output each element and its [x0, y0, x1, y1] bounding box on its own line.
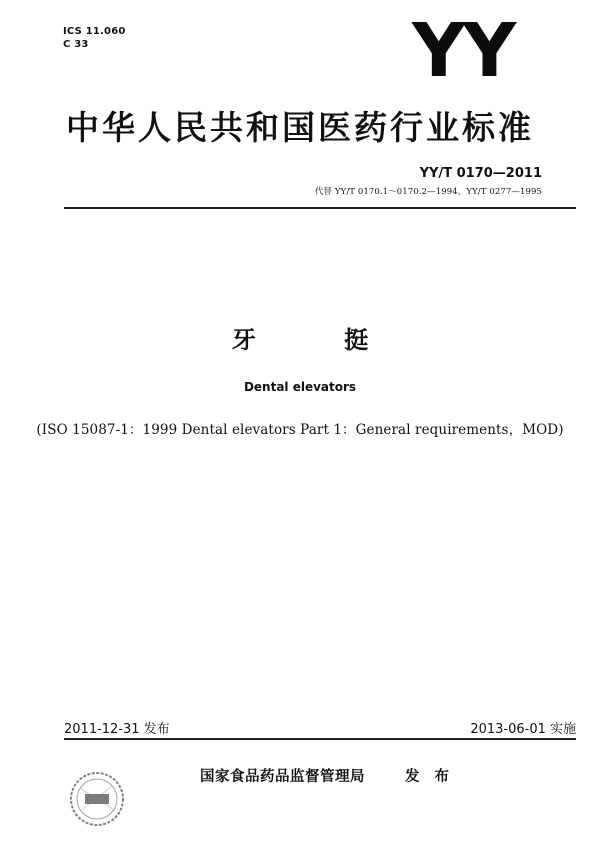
iso-reference: (ISO 15087-1：1999 Dental elevators Part 1：General requirements，MOD) — [36, 422, 564, 438]
document-title-cn: 牙 挺 — [231, 326, 369, 354]
implementation-date: 2013-06-01 实施 — [470, 722, 576, 737]
issue-date: 2011-12-31 发布 — [64, 722, 170, 737]
standard-number: YY/T 0170—2011 — [419, 166, 542, 181]
ccs-code: C 33 — [63, 39, 89, 50]
ics-code: ICS 11.060 — [63, 26, 126, 37]
stamp-graphic — [68, 770, 126, 828]
bottom-divider — [64, 738, 576, 740]
circular-stamp-icon — [68, 770, 126, 828]
yy-logo: YY — [412, 8, 514, 94]
standard-category-title: 中华人民共和国医药行业标准 — [66, 108, 534, 147]
issuing-authority: 国家食品药品监督管理局 — [200, 769, 365, 785]
document-title-en: Dental elevators — [243, 380, 357, 394]
replaces-note: 代替 YY/T 0170.1～0170.2—1994，YY/T 0277—1995 — [314, 187, 542, 197]
top-divider — [64, 207, 576, 209]
publish-label: 发 布 — [405, 769, 455, 785]
